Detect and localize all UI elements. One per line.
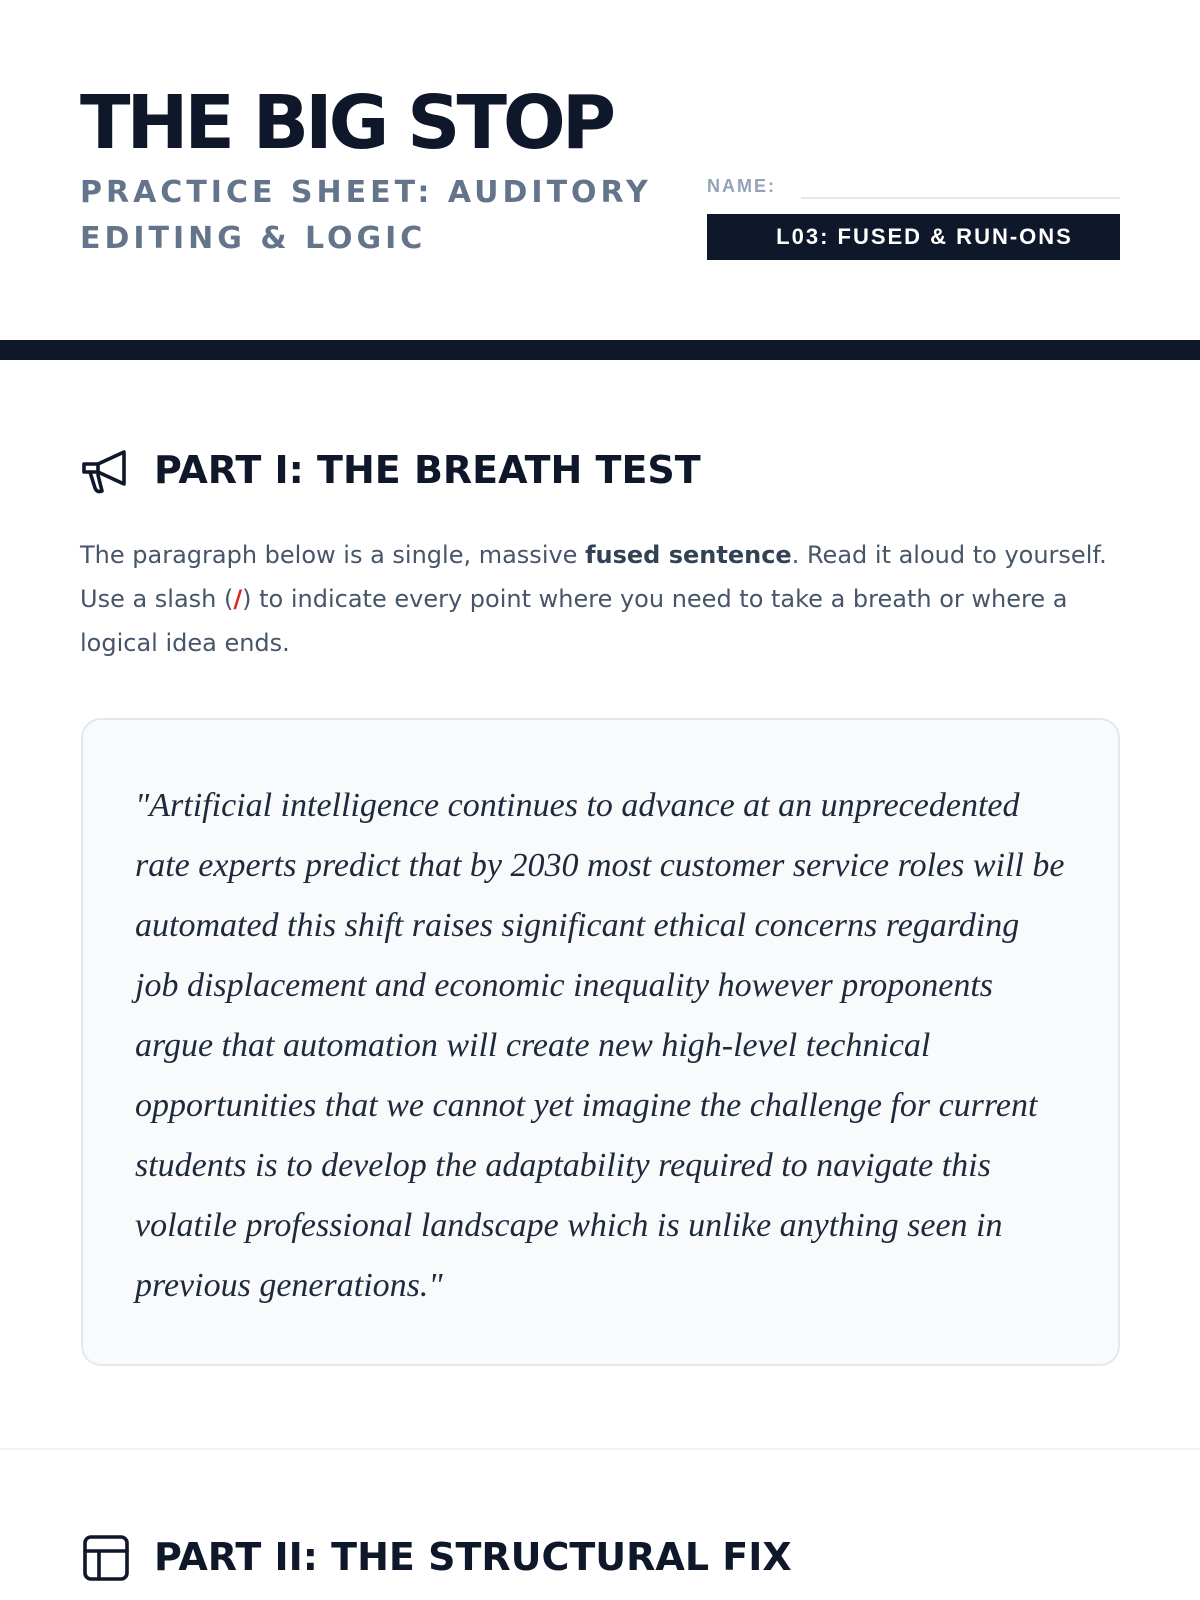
page-subtitle: PRACTICE SHEET: AUDITORY EDITING & LOGIC [80, 175, 652, 256]
instructions-bold-term: fused sentence [585, 541, 792, 569]
instructions-text: The paragraph below is a single, massive [80, 541, 586, 569]
part1-title: PART I: THE BREATH TEST [154, 448, 701, 492]
part1-heading [80, 445, 780, 495]
part1-instructions [80, 533, 1120, 665]
fused-sentence-passage: "Artificial intelligence continues to advance at an unprecedented rate experts predict that by 2030 most customer service roles will be automated this shift raises significant ethical concerns regarding job displacement and economic inequality however proponents argue that automation will create new high-level technical opportunities that we cannot yet imagine the challenge for current students is to develop the adaptability required to navigate this volatile professional landscape which is unlike anything seen in previous generations." [135, 787, 1065, 1304]
name-field [707, 176, 1120, 200]
passage-box [81, 718, 1120, 1366]
megaphone-icon [80, 447, 132, 497]
header-rule [0, 340, 1200, 360]
page-header [0, 0, 1200, 340]
instructions-text: ) to indicate every point where you need to take a breath or where a logical idea ends. [80, 585, 1068, 657]
slash-symbol: / [233, 585, 243, 613]
name-input-line[interactable] [801, 197, 1120, 199]
instructions-text: . Read it aloud to yourself. Use a slash ( [80, 541, 1107, 613]
name-label: NAME: [707, 176, 776, 196]
section-divider [0, 1448, 1200, 1450]
page-title: THE BIG STOP [80, 80, 613, 166]
part2-title: PART II: THE STRUCTURAL FIX [154, 1535, 792, 1579]
part2-heading [80, 1532, 880, 1582]
lesson-badge: L03: FUSED & RUN-ONS [707, 214, 1120, 260]
layout-icon [80, 1534, 132, 1584]
